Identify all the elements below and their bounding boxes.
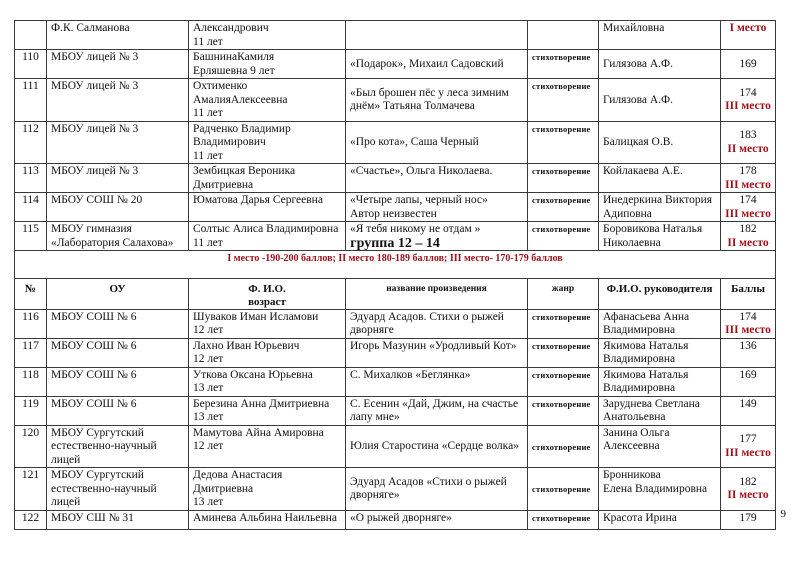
table-row (15, 510, 776, 529)
col-genre-header: жанр (528, 278, 599, 309)
score-value: 179 (739, 511, 757, 524)
participant-cell (189, 79, 346, 122)
supervisor-cell (599, 50, 721, 79)
name-line: 13 лет (193, 496, 224, 508)
row-number: 117 (15, 338, 47, 367)
table-row (15, 309, 776, 338)
row-number: 122 (15, 510, 47, 529)
row-number: 110 (15, 50, 47, 79)
supervisor-line: Гилязова А.Ф. (603, 57, 674, 70)
group-criteria: I место -190-200 баллов; II место 180-189 баллов; III место- 170-179 баллов (227, 253, 563, 264)
supervisor-cell (599, 164, 721, 193)
score-cell (721, 425, 776, 468)
work-title-cell (346, 425, 528, 468)
table-row (15, 79, 776, 122)
supervisor-line: Балицкая О.В. (603, 136, 674, 148)
supervisor-line: Афанасьева Анна (603, 310, 690, 323)
school-cell (47, 50, 189, 79)
name-line: Зембицкая Вероника (193, 165, 296, 177)
work-title-cell (346, 396, 528, 425)
work-title-cell (346, 338, 528, 367)
school-line: МБОУ СОШ № 20 (51, 194, 143, 206)
work-line: Юлия Старостина «Сердце волка» (350, 440, 519, 452)
supervisor-line: Анатольевна (603, 411, 666, 423)
supervisor-line: Владимировна (603, 382, 676, 394)
supervisor-line: Николаевна (603, 236, 661, 249)
school-line: МБОУ СОШ № 6 (51, 368, 137, 381)
genre-cell: стихотворение (528, 79, 599, 122)
supervisor-line: Алексеевна (603, 440, 660, 452)
genre-cell: стихотворение (528, 367, 599, 396)
row-number: 111 (15, 79, 47, 122)
score-cell (721, 468, 776, 511)
school-line: МБОУ Сургутский (51, 469, 144, 481)
supervisor-line: Гилязова А.Ф. (603, 93, 674, 106)
row-number: 121 (15, 468, 47, 511)
genre-cell: стихотворение (528, 222, 599, 251)
supervisor-cell (599, 510, 721, 529)
name-line: АмалияАлексеевна (193, 93, 288, 106)
supervisor-line: Бронникова (603, 469, 661, 481)
table-row (15, 21, 776, 50)
table-row (15, 50, 776, 79)
school-line: МБОУ Сургутский (51, 426, 144, 439)
row-number (15, 21, 47, 50)
supervisor-cell (599, 21, 721, 50)
page-number: 9 (780, 508, 786, 520)
school-cell (47, 338, 189, 367)
results-table-top (14, 20, 776, 251)
score-cell (721, 79, 776, 122)
name-line: Мамутова Айна Амировна (193, 426, 324, 439)
name-line: Александрович (193, 22, 269, 34)
score-cell (721, 193, 776, 222)
table-row (15, 193, 776, 222)
genre-cell: стихотворение (528, 396, 599, 425)
table-row (15, 468, 776, 511)
name-line: 11 лет (193, 107, 223, 119)
score-cell (721, 367, 776, 396)
school-line: МБОУ лицей № 3 (51, 51, 139, 63)
name-line: 11 лет (193, 149, 223, 162)
supervisor-cell (599, 121, 721, 164)
work-title-cell (346, 510, 528, 529)
school-line: МБОУ СОШ № 6 (51, 397, 137, 410)
genre-cell: стихотворение (528, 468, 599, 511)
participant-cell (189, 193, 346, 222)
row-number: 115 (15, 222, 47, 251)
table-row (15, 367, 776, 396)
name-line: 12 лет (193, 440, 224, 452)
work-title-cell (346, 309, 528, 338)
supervisor-cell (599, 309, 721, 338)
supervisor-line: Боровикова Наталья (603, 223, 703, 235)
work-line: Автор неизвестен (350, 207, 437, 220)
participant-cell (189, 425, 346, 468)
supervisor-cell (599, 425, 721, 468)
supervisor-line: Владимировна (603, 353, 676, 365)
col-score-header: Баллы (721, 278, 776, 309)
score-value: 169 (739, 57, 757, 70)
school-cell (47, 425, 189, 468)
work-line: «Счастье», Ольга Николаева. (350, 165, 493, 177)
supervisor-cell (599, 193, 721, 222)
supervisor-line: Инедеркина Виктория (603, 194, 713, 206)
school-line: МБОУ СОШ № 6 (51, 310, 137, 323)
table-row (15, 338, 776, 367)
name-line: Березина Анна Дмитриевна (193, 397, 330, 410)
score-value: 183 (739, 129, 757, 142)
col-work-header: название произведения (346, 278, 528, 309)
participant-cell (189, 468, 346, 511)
participant-cell (189, 50, 346, 79)
supervisor-line: Якимова Наталья (603, 339, 689, 352)
score-cell (721, 50, 776, 79)
supervisor-cell (599, 367, 721, 396)
work-line: дворняге» (350, 489, 400, 502)
school-cell (47, 79, 189, 122)
school-line: «Лаборатория Салахова» (51, 236, 174, 249)
work-line: «Про кота», Саша Черный (350, 136, 479, 148)
name-line: Охтименко (193, 80, 248, 92)
row-number: 114 (15, 193, 47, 222)
genre-cell: стихотворение (528, 121, 599, 164)
work-title-cell (346, 367, 528, 396)
work-line: С. Есенин «Дай, Джим, на счастье (350, 397, 519, 410)
supervisor-line: Койлакаева А.Е. (603, 165, 683, 177)
row-number: 113 (15, 164, 47, 193)
work-line: «Был брошен пёс у леса зимним (350, 86, 509, 99)
participant-cell (189, 309, 346, 338)
work-line: лапу мне» (350, 411, 400, 423)
row-number: 119 (15, 396, 47, 425)
place-badge: III место (725, 100, 771, 113)
participant-cell (189, 338, 346, 367)
genre-cell: стихотворение (528, 338, 599, 367)
score-cell (721, 338, 776, 367)
supervisor-cell (599, 338, 721, 367)
name-line: 12 лет (193, 353, 224, 365)
school-cell (47, 510, 189, 529)
work-title-cell (346, 50, 528, 79)
name-line: БашнинаКамиля (193, 51, 275, 63)
score-value: 177 (739, 433, 757, 446)
school-cell (47, 164, 189, 193)
supervisor-line: Красота Ирина (603, 511, 677, 524)
col-name-header (189, 278, 346, 309)
score-value: 169 (739, 368, 757, 381)
name-line: Владимирович (193, 136, 266, 148)
participant-cell (189, 396, 346, 425)
school-cell (47, 193, 189, 222)
supervisor-line: Елена Владимировна (603, 482, 708, 495)
genre-cell: стихотворение (528, 309, 599, 338)
genre-cell: стихотворение (528, 50, 599, 79)
supervisor-line: Адиповна (603, 207, 652, 220)
score-value: 182 (739, 475, 757, 488)
place-badge: II место (727, 142, 769, 155)
participant-cell (189, 121, 346, 164)
school-line: лицей (51, 496, 81, 508)
work-line: «Я тебя никому не отдам » (350, 223, 481, 235)
participant-cell (189, 164, 346, 193)
table-row (15, 164, 776, 193)
name-line: Солтыс Алиса Владимировна (193, 223, 339, 235)
col-num-header: № (15, 278, 47, 309)
name-line: Радченко Владимир (193, 122, 291, 135)
school-line: МБОУ СОШ № 6 (51, 339, 137, 352)
supervisor-cell (599, 79, 721, 122)
work-title-cell (346, 193, 528, 222)
row-number: 116 (15, 309, 47, 338)
score-cell (721, 309, 776, 338)
score-value: 182 (739, 223, 757, 235)
column-header-row (15, 278, 776, 309)
name-line: Аминева Альбина Наильевна (193, 511, 338, 524)
group-title: группа 12 – 14 (350, 236, 440, 251)
work-line: Игорь Мазунин «Уродливый Кот» (350, 339, 517, 352)
supervisor-line: Занина Ольга (603, 426, 670, 439)
name-line: 13 лет (193, 411, 224, 423)
col-school-header: ОУ (47, 278, 189, 309)
work-line: Эдуард Асадов «Стихи о рыжей (350, 475, 507, 488)
row-number: 112 (15, 121, 47, 164)
work-title-cell (346, 164, 528, 193)
place-badge: III место (725, 324, 771, 336)
supervisor-line: Михайловна (603, 22, 665, 34)
work-title-cell (346, 79, 528, 122)
school-cell (47, 121, 189, 164)
name-line: 12 лет (193, 324, 224, 336)
work-line: «Подарок», Михаил Садовский (350, 57, 504, 70)
school-cell (47, 468, 189, 511)
work-title-cell (346, 468, 528, 511)
name-line: Уткова Оксана Юрьевна (193, 368, 313, 381)
supervisor-line: Заруднева Светлана (603, 397, 700, 410)
school-cell (47, 396, 189, 425)
participant-cell (189, 367, 346, 396)
score-value: 174 (739, 194, 757, 206)
supervisor-line: Владимировна (603, 324, 676, 336)
school-line: Ф.К. Салманова (51, 22, 130, 34)
school-cell (47, 367, 189, 396)
group-section-table (14, 233, 776, 530)
name-line: Ерляшевна 9 лет (193, 64, 275, 77)
supervisor-line: Якимова Наталья (603, 368, 689, 381)
name-line: Дедова Анастасия (193, 469, 283, 481)
work-line: днём» Татьяна Толмачева (350, 100, 475, 113)
participant-cell (189, 21, 346, 50)
work-line: «О рыжей дворняге» (350, 511, 452, 524)
table-row (15, 396, 776, 425)
work-line: дворняге (350, 324, 394, 336)
name-line: Лахно Иван Юрьевич (193, 339, 300, 352)
row-number: 118 (15, 367, 47, 396)
work-title-cell (346, 21, 528, 50)
school-line: МБОУ гимназия (51, 223, 132, 235)
score-value: 174 (739, 86, 757, 99)
place-badge: III место (725, 207, 771, 220)
score-value: 149 (739, 397, 757, 410)
school-cell (47, 21, 189, 50)
col-name-header-line2: возраст (248, 295, 286, 308)
school-line: МБОУ лицей № 3 (51, 122, 139, 135)
participant-cell (189, 510, 346, 529)
table-row (15, 121, 776, 164)
score-cell (721, 21, 776, 50)
school-cell (47, 309, 189, 338)
group-header (15, 233, 776, 278)
genre-cell (528, 21, 599, 50)
name-line: Шуваков Иман Исламови (193, 310, 319, 323)
row-number: 120 (15, 425, 47, 468)
col-supervisor-header: Ф.И.О. руководителя (599, 278, 721, 309)
name-line: 13 лет (193, 382, 224, 394)
school-line: МБОУ СШ № 31 (51, 511, 134, 524)
school-line: МБОУ лицей № 3 (51, 165, 139, 177)
name-line: Юматова Дарья Сергеевна (193, 194, 323, 206)
place-badge: II место (727, 236, 769, 249)
col-name-header-line1: Ф. И.О. (248, 282, 286, 295)
school-line: естественно-научный (51, 482, 157, 495)
score-cell (721, 164, 776, 193)
school-line: лицей (51, 453, 81, 466)
genre-cell: стихотворение (528, 425, 599, 468)
genre-cell: стихотворение (528, 510, 599, 529)
score-value: 174 (739, 310, 757, 323)
supervisor-cell (599, 396, 721, 425)
score-cell (721, 121, 776, 164)
work-line: Эдуард Асадов. Стихи о рыжей (350, 310, 504, 323)
supervisor-cell (599, 468, 721, 511)
table-row (15, 425, 776, 468)
place-badge: I место (729, 22, 767, 34)
score-cell (721, 396, 776, 425)
place-badge: III место (725, 178, 771, 191)
score-cell (721, 510, 776, 529)
work-title-cell (346, 121, 528, 164)
work-line: «Четыре лапы, черный нос» (350, 194, 488, 206)
school-line: естественно-научный (51, 440, 157, 452)
genre-cell: стихотворение (528, 164, 599, 193)
work-line: С. Михалков «Беглянка» (350, 368, 471, 381)
name-line: Дмитриевна (193, 482, 254, 495)
score-value: 178 (739, 165, 757, 177)
genre-cell: стихотворение (528, 193, 599, 222)
name-line: 11 лет (193, 35, 223, 48)
school-line: МБОУ лицей № 3 (51, 80, 139, 92)
place-badge: III место (725, 446, 771, 459)
place-badge: II место (727, 489, 769, 502)
score-value: 136 (739, 339, 757, 352)
name-line: 11 лет (193, 236, 223, 249)
name-line: Дмитриевна (193, 178, 254, 191)
